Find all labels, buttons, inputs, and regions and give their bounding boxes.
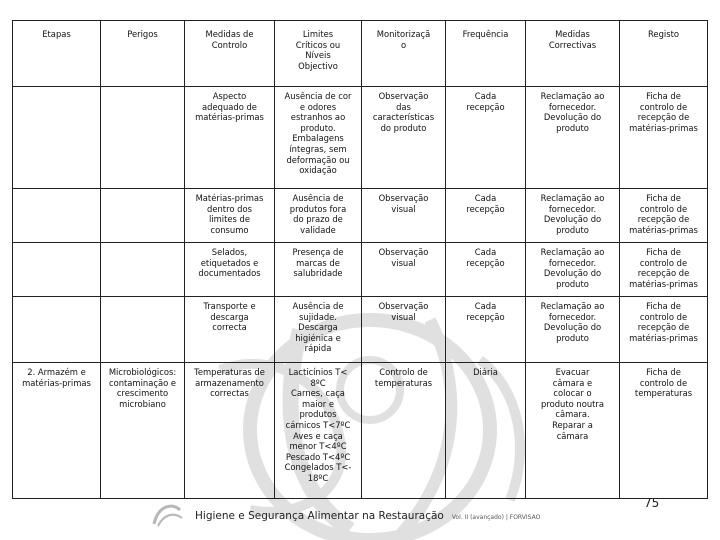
column-header-monitorizacao: Monitorizaçã o <box>362 21 446 87</box>
table-row <box>13 243 708 297</box>
column-header-frequencia: Frequência <box>446 21 526 87</box>
column-header-registo: Registo <box>620 21 708 87</box>
table-cell: Presença de marcas de salubridade <box>275 243 362 297</box>
table-cell: Selados, etiquetados e documentados <box>185 243 275 297</box>
table-row <box>13 87 708 189</box>
table-cell: Observação visual <box>362 297 446 363</box>
table-cell <box>13 87 101 189</box>
table-cell: Ficha de controlo de recepção de matérias-primas <box>620 243 708 297</box>
table-cell: Reclamação ao fornecedor. Devolução do produto <box>526 243 620 297</box>
table-cell <box>101 297 185 363</box>
column-header-etapas: Etapas <box>13 21 101 87</box>
table-cell: Ausência de cor e odores estranhos ao produto. Embalagens íntegras, sem deformação ou oxidação <box>275 87 362 189</box>
table-cell: Microbiológicos: contaminação e crescimento microbiano <box>101 363 185 499</box>
table-cell: Reclamação ao fornecedor. Devolução do produto <box>526 297 620 363</box>
table-cell: Aspecto adequado de matérias-primas <box>185 87 275 189</box>
column-header-medidas-controlo: Medidas de Controlo <box>185 21 275 87</box>
table-cell: Transporte e descarga correcta <box>185 297 275 363</box>
table-cell: Cada recepção <box>446 243 526 297</box>
table-cell <box>13 243 101 297</box>
table-header-row <box>13 21 708 87</box>
table-cell <box>101 243 185 297</box>
table-cell: Diária <box>446 363 526 499</box>
table-cell: Reclamação ao fornecedor. Devolução do produto <box>526 87 620 189</box>
table-cell: Cada recepção <box>446 87 526 189</box>
table-cell <box>13 297 101 363</box>
table-cell <box>101 189 185 243</box>
column-header-limites-criticos: Limites Críticos ou Níveis Objectivo <box>275 21 362 87</box>
table-cell: Ficha de controlo de recepção de matérias-primas <box>620 87 708 189</box>
table-row <box>13 363 708 499</box>
table-cell: Observação das características do produto <box>362 87 446 189</box>
footer-title: Higiene e Segurança Alimentar na Restauração <box>195 510 444 522</box>
page-number: 75 <box>644 496 660 510</box>
table-cell: 2. Armazém e matérias-primas <box>13 363 101 499</box>
publisher-logo-icon <box>150 500 184 528</box>
table-cell: Matérias-primas dentro dos limites de consumo <box>185 189 275 243</box>
table-row <box>13 297 708 363</box>
table-cell: Ficha de controlo de recepção de matérias-primas <box>620 297 708 363</box>
table-cell: Temperaturas de armazenamento correctas <box>185 363 275 499</box>
table-cell: Ausência de sujidade. Descarga higiénica e rápida <box>275 297 362 363</box>
table-cell: Ausência de produtos fora do prazo de validade <box>275 189 362 243</box>
table-row <box>13 189 708 243</box>
column-header-perigos: Perigos <box>101 21 185 87</box>
table-cell: Cada recepção <box>446 297 526 363</box>
footer-subtitle: Vol. II (avançado) | FORVISAO <box>451 514 541 521</box>
table-cell: Evacuar câmara e colocar o produto noutra câmara. Reparar a câmara <box>526 363 620 499</box>
table-cell: Observação visual <box>362 243 446 297</box>
table-cell: Ficha de controlo de recepção de matérias-primas <box>620 189 708 243</box>
table-cell: Cada recepção <box>446 189 526 243</box>
table-cell <box>101 87 185 189</box>
table-cell: Reclamação ao fornecedor. Devolução do produto <box>526 189 620 243</box>
table-cell: Controlo de temperaturas <box>362 363 446 499</box>
page-footer <box>195 510 540 522</box>
table-cell: Ficha de controlo de temperaturas <box>620 363 708 499</box>
table-cell <box>13 189 101 243</box>
column-header-medidas-correctivas: Medidas Correctivas <box>526 21 620 87</box>
haccp-table <box>12 20 708 499</box>
table-cell: Lacticínios T< 8ºC Carnes, caça maior e produtos cárnicos T<7ºC Aves e caça menor T<4ºC Pescado T<4ºC Congelados T<- 18ºC <box>275 363 362 499</box>
table-cell: Observação visual <box>362 189 446 243</box>
